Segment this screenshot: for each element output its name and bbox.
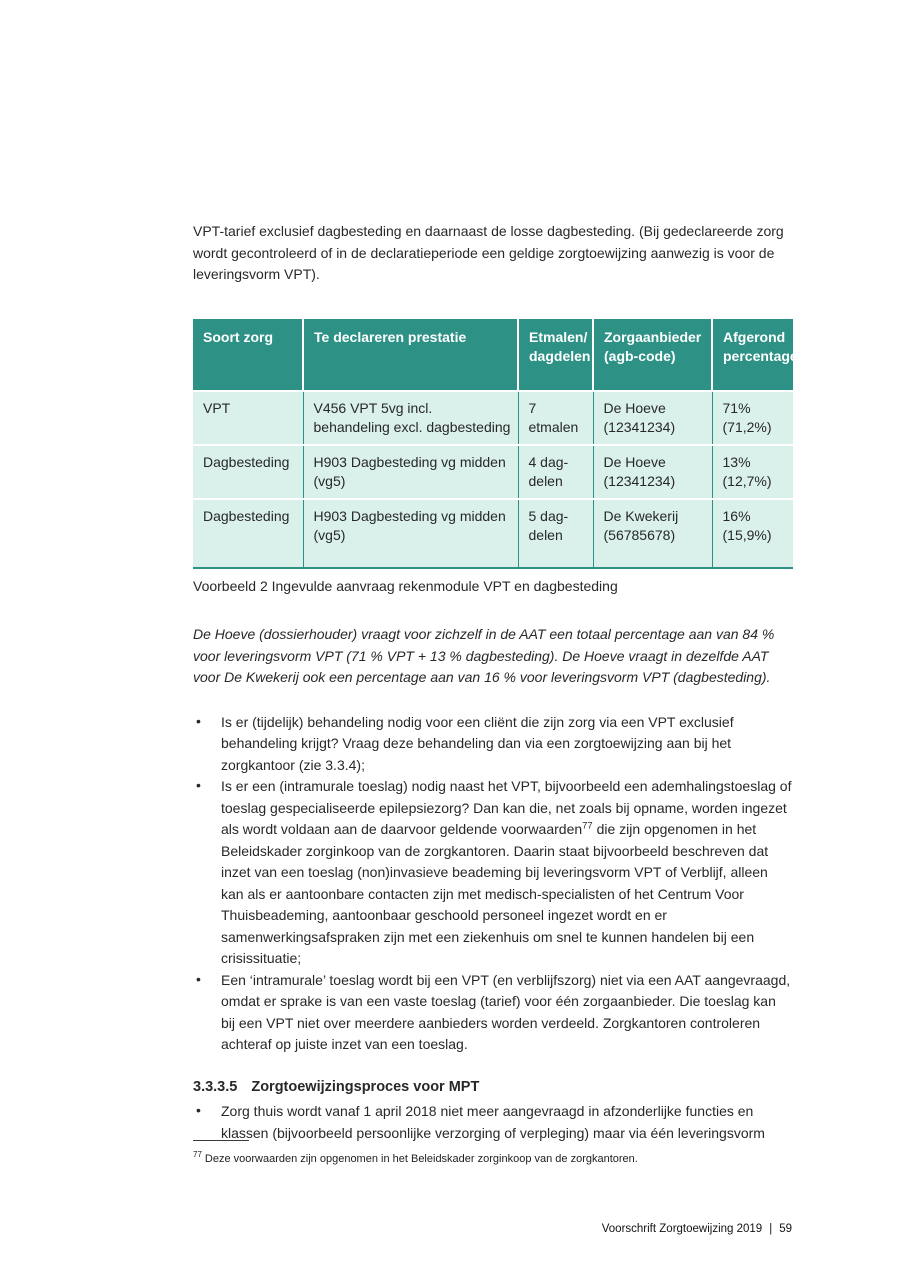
intro-paragraph: VPT-tarief exclusief dagbesteding en daarnaast de losse dagbesteding. (Bij gedeclareerde zorg wordt gecontroleerd of in de declaratieperiode een geldige zorgtoewijzing aanwezig is voor de leveringsvorm VPT). <box>193 223 784 282</box>
header-cell-prestatie: Te declareren prestatie <box>303 319 518 391</box>
bullet-icon: • <box>196 1102 201 1118</box>
list-item <box>193 776 793 970</box>
list-item <box>193 1101 793 1144</box>
table-row <box>193 499 793 568</box>
section-heading <box>193 1077 793 1099</box>
list-item-text: Is er (tijdelijk) behandeling nodig voor een cliënt die zijn zorg via een VPT exclusief behandeling krijgt? Vraag deze behandeling dan via een zorgtoewijzing aan bij het zorgkantoor (zie 3.3.4); <box>221 713 734 773</box>
bullet-list <box>193 1101 793 1144</box>
table-row <box>193 445 793 499</box>
table-cell: H903 Dagbesteding vg midden (vg5) <box>303 445 518 499</box>
table-cell: H903 Dagbesteding vg midden (vg5) <box>303 499 518 568</box>
table-cell: 4 dag- delen <box>518 445 593 499</box>
section-number: 3.3.3.5 <box>193 1078 238 1095</box>
footer-page-number: 59 <box>779 1223 792 1235</box>
table-cell: De Hoeve (12341234) <box>593 445 712 499</box>
footer-title: Voorschrift Zorgtoewijzing 2019 <box>601 1223 763 1235</box>
table-cell: V456 VPT 5vg incl. behandeling excl. dagbesteding <box>303 391 518 445</box>
header-cell-afgerond-percentage: Afgerond percentage <box>712 319 793 391</box>
section-title: Zorgtoewijzingsproces voor MPT <box>251 1078 480 1095</box>
page-content <box>193 221 798 1144</box>
page-footer <box>602 1222 792 1236</box>
table-cell: 5 dag- delen <box>518 499 593 568</box>
header-cell-zorgaanbieder: Zorgaanbieder (agb-code) <box>593 319 712 391</box>
table-cell: 71% (71,2%) <box>712 391 793 445</box>
table-cell: 7 etmalen <box>518 391 593 445</box>
bullet-icon: • <box>196 777 201 793</box>
table-cell: De Kwekerij (56785678) <box>593 499 712 568</box>
footnote-separator <box>193 1140 249 1141</box>
table-cell: VPT <box>193 391 303 445</box>
footer-separator: | <box>769 1223 773 1235</box>
table-cell: Dagbesteding <box>193 445 303 499</box>
bullet-icon: • <box>196 712 201 729</box>
list-item-text: Zorg thuis wordt vanaf 1 april 2018 niet meer aangevraagd in afzonderlijke functies en klassen (bijvoorbeeld persoonlijke verzorging of verpleging) maar via één leveringsvorm <box>221 1103 765 1141</box>
table-cell: Dagbesteding <box>193 499 303 568</box>
list-item <box>193 712 793 777</box>
footnote-reference: 77 <box>582 820 593 832</box>
footnote-text: Deze voorwaarden zijn opgenomen in het Beleidskader zorginkoop van de zorgkantoren. <box>204 1153 638 1165</box>
table-row <box>193 391 793 445</box>
bullet-icon: • <box>196 970 201 987</box>
data-table <box>193 319 798 569</box>
header-cell-etmalen-dagdelen: Etmalen/ dagdelen <box>518 319 593 391</box>
footnote-block <box>193 1140 793 1167</box>
table-cell: 13% (12,7%) <box>712 445 793 499</box>
header-cell-soort-zorg: Soort zorg <box>193 319 303 391</box>
list-item-text: die zijn opgenomen in het Beleidskader zorginkoop van de zorgkantoren. Daarin staat bijvoorbeeld beschreven dat inzet van een toeslag (non)invasieve beademing bij leveringsvorm VPT of Verblijf, alleen kan als er aantoonbare contacten zijn met medisch-specialisten of het Centrum Voor Thuisbeademing, aantoonbaar geschoold personeel ingezet wordt en er samenwerkingsafspraken zijn met een ziekenhuis om snel te kunnen handelen bij een crisissituatie; <box>221 821 769 966</box>
example-note: De Hoeve (dossierhouder) vraagt voor zichzelf in de AAT een totaal percentage aan van 84 % voor leveringsvorm VPT (71 % VPT + 13 % dagbesteding). De Hoeve vraagt in dezelfde AAT voor De Kwekerij ook een percentage aan van 16 % voor leveringsvorm VPT (dagbesteding). <box>193 626 775 685</box>
table-cell: 16% (15,9%) <box>712 499 793 568</box>
list-item <box>193 970 793 1056</box>
list-item-text: Is er een (intramurale toeslag) nodig naast het VPT, bijvoorbeeld een ademhalingstoeslag of toeslag gespecialiseerde epilepsiezorg? Dan kan die, net zoals bij opname, worden ingezet als wordt voldaan aan de daarvoor geldende voorwaarden <box>221 778 792 837</box>
bullet-list <box>193 712 793 1056</box>
table-cell: De Hoeve (12341234) <box>593 391 712 445</box>
footnote-marker: 77 <box>193 1150 202 1160</box>
list-item-text: Een ‘intramurale’ toeslag wordt bij een VPT (en verblijfszorg) niet via een AAT aangevraagd, omdat er sprake is van een vaste toeslag (tarief) voor één zorgaanbieder. Die toeslag kan bij een VPT niet over meerdere aanbieders worden verdeeld. Zorgkantoren controleren achteraf op juiste inzet van een toeslag. <box>221 971 791 1052</box>
table-header-row <box>193 319 793 391</box>
table-caption: Voorbeeld 2 Ingevulde aanvraag rekenmodule VPT en dagbesteding <box>193 577 618 594</box>
